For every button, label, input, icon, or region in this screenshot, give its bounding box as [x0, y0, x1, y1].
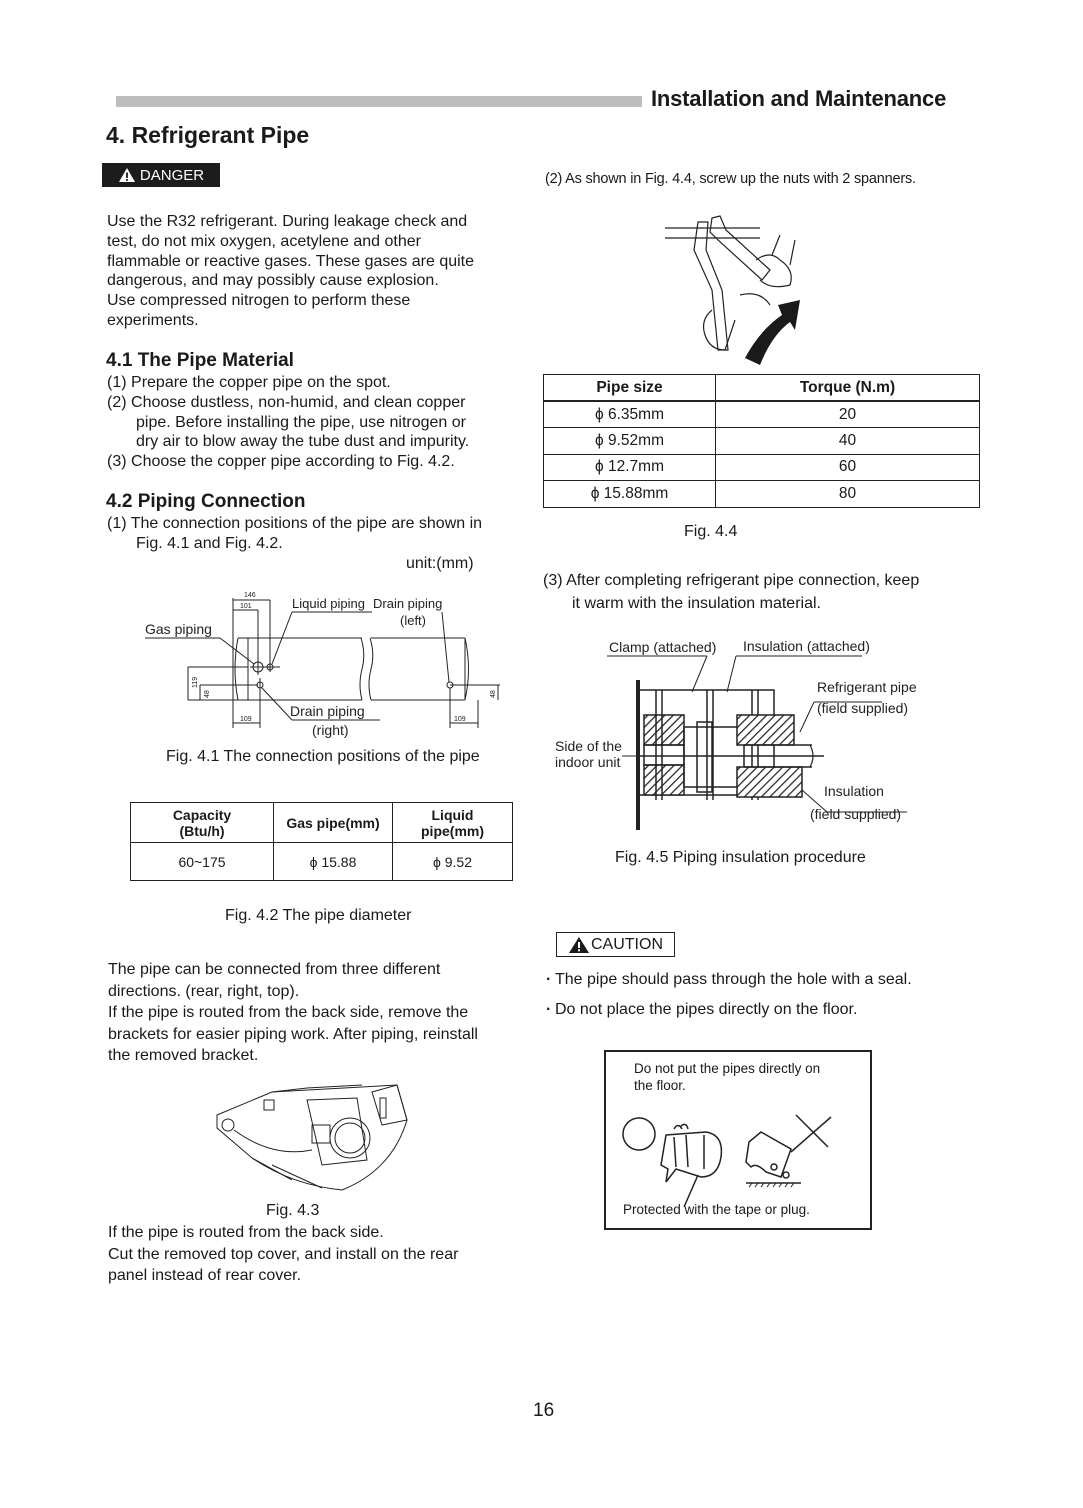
label-gas-piping: Gas piping: [145, 621, 212, 637]
directions-text: The pipe can be connected from three different directions. (rear, right, top). If the pipe is routed from the back side, remove the brackets for easier piping work. After piping, reinstall the removed bracket.: [108, 961, 478, 1064]
subsection-title-pipe-material: 4.1 The Pipe Material: [106, 350, 294, 371]
text-line: dry air to blow away the tube dust and impurity.: [136, 433, 470, 451]
danger-text: [107, 212, 474, 331]
list-item: (3) Choose the copper pipe according to Fig. 4.2.: [107, 453, 455, 471]
svg-text:119: 119: [192, 676, 199, 688]
running-header-title: Installation and Maintenance: [651, 86, 947, 111]
page-number: 16: [533, 1400, 555, 1421]
danger-label: DANGER: [139, 166, 205, 184]
connection-positions-diagram: [140, 590, 510, 740]
label-liquid-piping: Liquid piping: [292, 596, 366, 611]
text-line: Fig. 4.1 and Fig. 4.2.: [136, 534, 283, 552]
unit-label: unit:(mm): [406, 555, 474, 572]
svg-text:indoor unit: indoor unit: [555, 754, 621, 770]
header-rule: [116, 96, 642, 107]
warning-triangle-icon: [568, 936, 590, 954]
danger-badge: [102, 163, 220, 187]
floor-warning-footer: Protected with the tape or plug.: [623, 1202, 810, 1217]
text-line: Use compressed nitrogen to perform these: [107, 292, 411, 310]
floor-warning-title: Do not put the pipes directly on the floor.: [634, 1061, 821, 1093]
subsection-title-piping-connection: 4.2 Piping Connection: [106, 491, 306, 512]
label-drain-left: Drain piping: [373, 596, 443, 611]
col-capacity: Capacity (Btu/h): [131, 803, 274, 843]
table-row: ϕ 12.7mm 60: [544, 454, 980, 481]
svg-text:(field supplied): (field supplied): [817, 700, 909, 716]
text-line: dangerous, and may possibly cause explosion.: [107, 272, 439, 290]
label-refrigerant-pipe: Refrigerant pipe: [817, 679, 917, 695]
label-side-indoor-unit: Side of the: [555, 738, 622, 754]
caution-bullet: · The pipe should pass through the hole with a seal.: [546, 971, 912, 988]
fig45-caption: Fig. 4.5 Piping insulation procedure: [615, 849, 866, 866]
svg-text:146: 146: [244, 592, 256, 599]
fig42-caption: Fig. 4.2 The pipe diameter: [225, 907, 412, 924]
col-gas-pipe: Gas pipe(mm): [274, 803, 393, 843]
svg-text:48: 48: [204, 690, 211, 698]
rotation-arrow-icon: [745, 300, 800, 365]
pipe-material-list: [107, 373, 469, 472]
insulation-instruction: (3) After completing refrigerant pipe connection, keep it warm with the insulation material.: [543, 572, 920, 612]
table-row: 60~175 ϕ 15.88 ϕ 9.52: [131, 843, 513, 881]
col-liquid-pipe: Liquid pipe(mm): [393, 803, 513, 843]
indoor-unit-illustration: [212, 1080, 412, 1195]
table-header-row: [131, 803, 513, 843]
table-row: ϕ 6.35mm 20: [544, 401, 980, 428]
table-row: ϕ 15.88mm 80: [544, 481, 980, 508]
col-pipe-size: Pipe size: [544, 375, 716, 402]
fig41-caption: Fig. 4.1 The connection positions of the pipe: [166, 748, 480, 765]
spanners-illustration: [660, 210, 820, 365]
cross-ng-icon: [791, 1117, 831, 1152]
text-line: Use the R32 refrigerant. During leakage check and: [107, 213, 468, 230]
torque-table: [543, 374, 980, 508]
svg-text:101: 101: [240, 603, 252, 610]
fig43-caption: Fig. 4.3: [266, 1202, 320, 1219]
circle-ok-icon: [623, 1118, 655, 1150]
col-torque: Torque (N.m): [716, 375, 980, 402]
floor-pipe-illustration: [616, 1107, 861, 1207]
piping-connection-item: [107, 514, 482, 554]
list-item: (1) Prepare the copper pipe on the spot.: [107, 374, 391, 391]
warning-triangle-icon: [118, 167, 136, 183]
svg-text:109: 109: [454, 716, 466, 723]
table-header-row: [544, 375, 980, 402]
section-title: 4. Refrigerant Pipe: [106, 122, 310, 148]
caution-label: CAUTION: [591, 935, 663, 953]
floor-warning-box: [604, 1050, 872, 1230]
label-clamp: Clamp (attached): [609, 639, 717, 655]
table-row: ϕ 9.52mm 40: [544, 428, 980, 455]
svg-text:(field supplied): (field supplied): [810, 806, 902, 822]
fig44-caption: Fig. 4.4: [684, 523, 738, 540]
svg-text:48: 48: [490, 690, 497, 698]
text-line: flammable or reactive gases. These gases are quite: [107, 252, 475, 270]
caution-badge: [556, 932, 675, 957]
piping-insulation-diagram: [552, 632, 932, 832]
list-item: (1) The connection positions of the pipe are shown in: [107, 515, 483, 532]
label-insulation-attached: Insulation (attached): [743, 638, 870, 654]
spanners-instruction: (2) As shown in Fig. 4.4, screw up the nuts with 2 spanners.: [545, 171, 916, 187]
back-side-text: If the pipe is routed from the back side. Cut the removed top cover, and install on the rear panel instead of rear cover.: [108, 1224, 459, 1284]
text-line: pipe. Before installing the pipe, use nitrogen or: [136, 413, 466, 431]
text-line: experiments.: [107, 311, 199, 329]
text-line: test, do not mix oxygen, acetylene and other: [107, 232, 421, 250]
label-drain-right: Drain piping: [290, 703, 365, 719]
label-insulation-field: Insulation: [824, 783, 884, 799]
svg-text:(left): (left): [400, 613, 426, 628]
svg-text:109: 109: [240, 716, 252, 723]
list-item: (2) Choose dustless, non-humid, and clean copper: [107, 393, 466, 411]
caution-bullet: · Do not place the pipes directly on the floor.: [546, 1001, 858, 1018]
pipe-diameter-table: [130, 802, 513, 881]
svg-text:(right): (right): [312, 722, 349, 738]
